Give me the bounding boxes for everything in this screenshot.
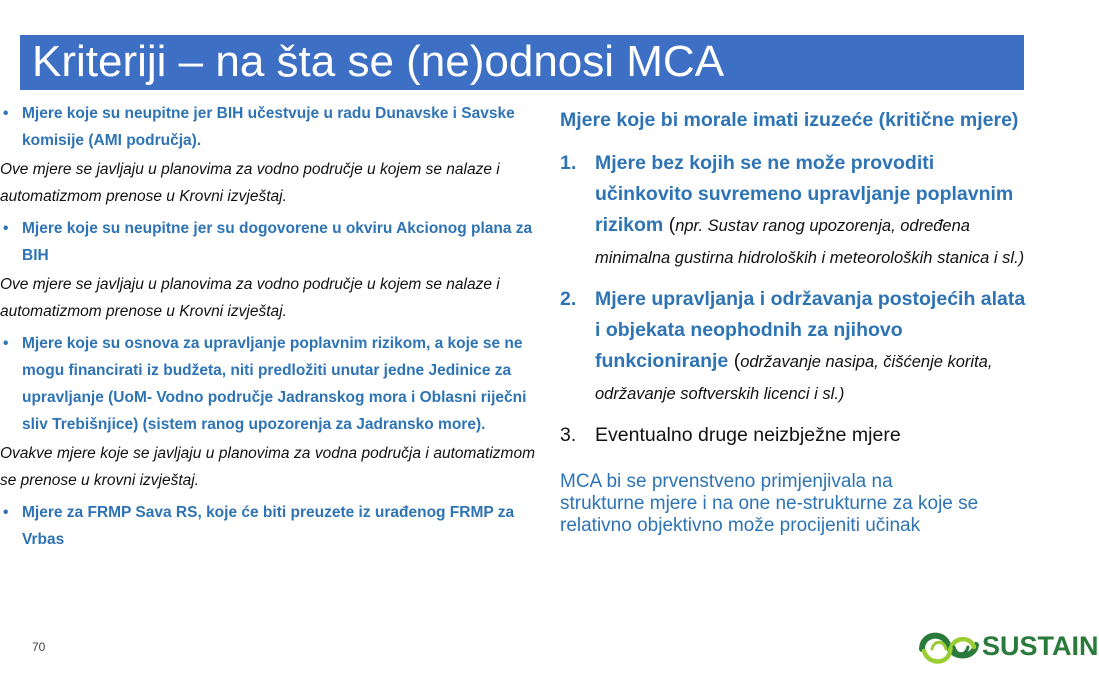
italic-note: Ovakve mjere koje se javljaju u planovima za vodna područja i automatizmom se prenose u krovni izvještaj.: [0, 445, 535, 489]
slide-title: Kriteriji – na šta se (ne)odnosi MCA: [32, 37, 725, 86]
sustain-logo: [918, 625, 1099, 670]
item-paren: (: [663, 214, 676, 236]
logo-swirl-icon: [918, 625, 980, 670]
item-main-text: Eventualno druge neizbježne mjere: [595, 424, 901, 446]
bullet-item: [0, 215, 535, 269]
bullet-item: [0, 330, 535, 438]
bullet-dot: •: [3, 220, 9, 237]
item-number: 2.: [560, 288, 577, 310]
footer-line: strukturne mjere i na one ne-strukturne za koje se: [560, 493, 979, 514]
item-main-text: Mjere upravljanja i održavanja postojećih alata i objekata neophodnih za njihovo funkcioniranje: [595, 288, 1026, 372]
left-column: [0, 100, 535, 553]
italic-note: Ove mjere se javljaju u planovima za vodno područje u kojem se nalaze i automatizmom prenose u Krovni izvještaj.: [0, 161, 500, 205]
bullet-text: Mjere koje su neupitne jer BIH učestvuje u radu Dunavske i Savske komisije (AMI područja).: [22, 105, 515, 149]
footer-line: relativno objektivno može procijeniti učinak: [560, 515, 921, 536]
item-number: 1.: [560, 152, 577, 174]
page-number: 70: [32, 640, 46, 654]
bullet-dot: •: [3, 335, 9, 352]
right-heading: Mjere koje bi morale imati izuzeće (kritične mjere): [560, 109, 1019, 131]
numbered-item: [560, 284, 1030, 410]
right-footer: [560, 471, 1030, 537]
bullet-text: Mjere koje su neupitne jer su dogovorene u okviru Akcionog plana za BIH: [22, 220, 533, 264]
right-column: [560, 100, 1030, 537]
numbered-item: [560, 420, 1030, 451]
item-italic-text: npr. Sustav ranog upozorenja, određena minimalna gustirna hidroloških i meteoroloških stanica i sl.): [595, 217, 1025, 267]
item-paren: (: [728, 350, 741, 372]
item-main-text: Mjere bez kojih se ne može provoditi učinkovito suvremeno upravljanje poplavnim rizikom: [595, 152, 1014, 236]
bullet-dot: •: [3, 504, 9, 521]
footer-line: MCA bi se prvenstveno primjenjivala na: [560, 471, 893, 492]
item-italic-text: održavanje nasipa, čišćenje korita, održavanje softverskih licenci i sl.): [595, 353, 993, 403]
italic-note: Ove mjere se javljaju u planovima za vodno područje u kojem se nalaze i automatizmom prenose u Krovni izvještaj.: [0, 276, 500, 320]
bullet-text: Mjere za FRMP Sava RS, koje će biti preuzete iz urađenog FRMP za Vrbas: [22, 504, 515, 548]
logo-text: SUSTAIN: [982, 631, 1099, 661]
bullet-item: [0, 100, 535, 154]
bullet-dot: •: [3, 105, 9, 122]
item-number: 3.: [560, 424, 577, 446]
bullet-text: Mjere koje su osnova za upravljanje poplavnim rizikom, a koje se ne mogu financirati iz budžeta, niti predložiti unutar jedne Jedinice za upravljanje (UoM- Vodno područje Jadranskog mora i Oblasni riječni sliv Trebišnjice) (sistem ranog upozorenja za Jadransko more).: [22, 335, 527, 433]
title-bar: [20, 35, 1024, 90]
numbered-item: [560, 148, 1030, 274]
bullet-item: [0, 499, 535, 553]
